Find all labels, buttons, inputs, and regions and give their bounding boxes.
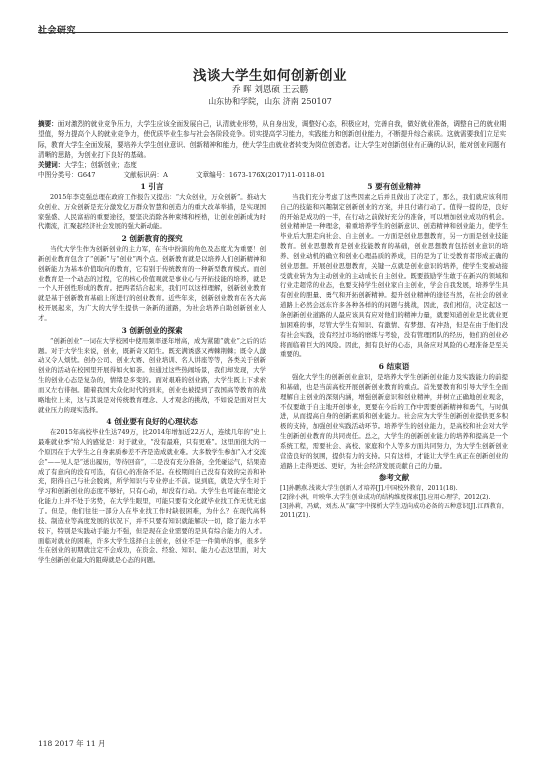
- section-heading: 1 引言: [140, 182, 164, 191]
- body-paragraph: 2015年李克强总理在政府工作报告又提出：“大众创业，万众创新”。推动大众创业、万众创新是充分激发亿万群众智慧和创造力的重大改革举措，是实现国家强盛、人民富裕的重要途径，要坚决消除各种束缚和桎梏，让创业创新成为时代潮流，汇聚起经济社会发展的强大新动能。: [38, 192, 266, 231]
- article-number: 文章编号：1673-176X(2017)11-0118-01: [195, 171, 326, 180]
- journal-section: 社会研究: [38, 26, 77, 36]
- header-rule: [38, 32, 508, 33]
- section-heading: 5 要有创业精神: [367, 182, 421, 191]
- section-heading: 4 创业要有良好的心理状态: [106, 417, 198, 427]
- reference-item: [2]徐小洲，叶映华.大学生创业成功的结构维度探索[J].应用心理学，2012(2).: [280, 494, 491, 502]
- body-paragraph: 在2015年高校毕业生达749万，比2014年增加近22万人，连续几年的“史上最难就业季”给人的感觉是：对于就业，“没有最难，只有更难”。这里面很大的一个原因在于大学生之自身素质参差不齐是造成就业难。大多数学生参加“入才交流会”——见人是“送出履历，等待回音”，二是没有充分准备，全凭碰运气，结果造成了有意向的没有可选，有信心的准备不足。在校期间自己没有有效的完善和补充，阳得自己与社会脱离，所学知识与专业停止不前。说到底，就是大学生对于学习和创新创业的态度不够好，只有心动，却没有行动。大学生也可能在理论文化能力上并不处于劣势，在大学生眼里，可能只要有文化就毕业找工作无忧无虑了。但是，他们往往一部分人在毕业找工作时缺很困难，为什么？在现代高科技、制造业等高度发展的状况下，并不只要有知识就能解决一切，除了能力水平较下，特别是实践动手能力不强，但是现在企业需要的是具有综合能力的人才。面临对就业的困难，许多大学生选择自主创业，创业不是一件简单的事，很多学生在创业的初期就注定不会成功，在资金、经验、知识、能力心态这里面，对大学生创新创业最大的阻碍就是心态的问题。: [38, 428, 266, 565]
- keywords: [38, 160, 508, 170]
- document-code: 文献标识码：A: [123, 171, 168, 180]
- section-heading: 3 创新创业的探索: [121, 325, 183, 335]
- abstract-block: [38, 119, 508, 181]
- references-heading: 参考文献: [378, 473, 410, 483]
- section-heading: 2 创新教育的探究: [121, 234, 183, 244]
- body-paragraph: 强化大学生的创新创业意识，是培养大学生创新创业能力及实践能力的前提和基础，也是当前高校开展创新创业教育的重点。首先要教育和引导大学生全面理解自主创业的深刻内涵，增强创新意识和创业精神，并树立正确地创业观念，不仅要敢于自主地开创事业，更要在今后的工作中需要创新精神和勇气，与时俱进，从而提高自身的创新素质和创业能力。社会应为大学生创新创业提供更多积极的支持，加强创业实践活动环节。培养学生的创业能力，是高校和社会对大学生创新创业教育的共同责任。总之，大学生的创新创业能力的培养和提高是一个系统工程，需要社会、高校、家庭和个人等多方面共同努力，为大学生创新创业营造良好的氛围，提供有力的支持。只有这样，才能让大学生真正在创新创业的道路上走得更远、更好，为社会经济发展贡献自己的力量。: [280, 373, 508, 470]
- reference-item: [3]孙莉，冯斌，刘杰.从“赢”字中探析大学生迈向成功必备的五种意识[J].江西教育，2011(Z1).: [280, 503, 508, 520]
- paper-title: 浅谈大学生如何创新创业: [193, 68, 347, 84]
- affiliation: 山东协和学院，山东 济南 250107: [208, 97, 332, 106]
- abstract-label: 摘要：: [38, 120, 58, 128]
- keywords-text: 大学生；创新创业；态度: [64, 161, 137, 170]
- right-column: [280, 180, 508, 520]
- left-column: [38, 180, 266, 566]
- keywords-label: 关键词：: [38, 161, 65, 170]
- running-header: [38, 18, 508, 40]
- abstract: [38, 119, 508, 160]
- clc-number: 中图分类号：G647: [38, 171, 96, 180]
- body-paragraph: 当代大学生作为创新创业的主力军，在当中扮演的角色及态度尤为重要！创新创业教育包含了“创新”与“创业”两个点。创新教育就是以培养人们创新精神和创新能力为基本价值取向的教育，它有别于传统教育的一种新型教育模式。而创业教育是一个动态的过程，它的核心价值观就是事业心与开拓技能的培养，就是一个人开创性形成的教育。把两者结合起来，我们可以这样理解，创新创业教育就是基于创新教育基础上所进行的创业教育。近些年来，创新创业教育在各大高校开展起来，为广大的大学生提供一条新的道路，为社会培养自助创新创业人才。: [38, 245, 266, 322]
- abstract-text: 面对激烈的就业竞争压力，大学生应该全面发展自己，认清就业形势，从自身出发，调整好心态，积极应对，完善自我，做好就业准备，调整自己的就业期望值，努力提高个人的就业竞争力，使优质毕业生参与社会各阶段竞争。切实提高学习能力，实践能力和创新创业能力，不断提升综合素质。这就需要我们立足实际，教育大学生全面发展，要培养大学生创业意识、创新精神和能力，使大学生由就业者转变为岗位创造者。让大学生对创新创业有正确的认识，能对创业问题有清晰的思路，为创业打下良好的基础。: [38, 120, 507, 159]
- reference-item: [1]孙鹏燕.浅谈大学生创新人才培养[J].中国校外教育，2011(18).: [280, 485, 458, 493]
- body-paragraph: “创新创业”一词在大学校园中使用频率逐年增高，成为紧随“就业”之后的话题。对于大学生来说，创业，既新奇又陌生。既充满诱惑又裨棘荆棘；既令人激动又令人烦忧。创办公司、创业大赛、创业培训、名人讲座等等，各类关于创新创业的活动在校园里开展得如火如荼。但通过这些热闹场景，我们却发现，大学生的创业心态是复杂的，情绪是多变的。面对艰难的创业路，大学生既上下求索而又左右徘徊。随着我国大众化时代的到来，创业也被提到了我国高等教育的战略地位上来，这与其说是对传统教育理念、人才观念的挑战，不如说是面对巨大就业压力的现实选择。: [38, 336, 266, 414]
- page-footer: 118 2017 年 11 月: [38, 739, 106, 748]
- section-heading: 6 结束语: [378, 362, 410, 372]
- authors: 乔 晖 刘恩硕 王云鹏: [231, 85, 309, 95]
- body-paragraph: 当我们充分考虑了这些因素之后并且做出了决定了，那么，我们就应该利用自己的技能和兴趣制定创新创业的方案，并且付诸行动了。值得一提的是，良好的开始是成功的一半，在行动之前做好充分的准备，可以增加创业成功的机会。创业精神是一种理念，着重培养学生的创新意识、创造精神和创业能力，使学生毕业后大胆走向社会、自主创业。一方面是创业思想教育，另一方面是创业技能教育。创业思想教育是创业技能教育的基础，创业思想教育包括创业意识的培养、创业动机的确立和创业心理品质的养成，目的是为了让受教育者形成正确的创业思想。开展创业思想教育，关键一点就是创业意识的培养，使学生变被动接受就业转为为主动创业的主动成长自主创业。既要鼓励学生敢于在新兴的领域和行业走超常的业态，也要支持学生创业家自主创业，学会自我发展，培养学生具有创业的胆量、勇气和开拓创新精神。提升创业精神的途径当然，在社会的创业道路上必然会远东许多各种各样的的问题与挑战，因此，我们相信，决定起这一条创新创业道路的人最应该具有应对他们的精神力量，就要知道创业是比就业更加困难的事，尽管大学生有知识、有激情、有梦想、有冲劲，但是在由于他们没有社会实践，没有经过市场的磨练与考验，没有管理团队的经历，他们的创业必将面临着巨大的风险。因此，拥有良好的心态，具备应对风险的心理准备是至关重要的。: [280, 192, 508, 359]
